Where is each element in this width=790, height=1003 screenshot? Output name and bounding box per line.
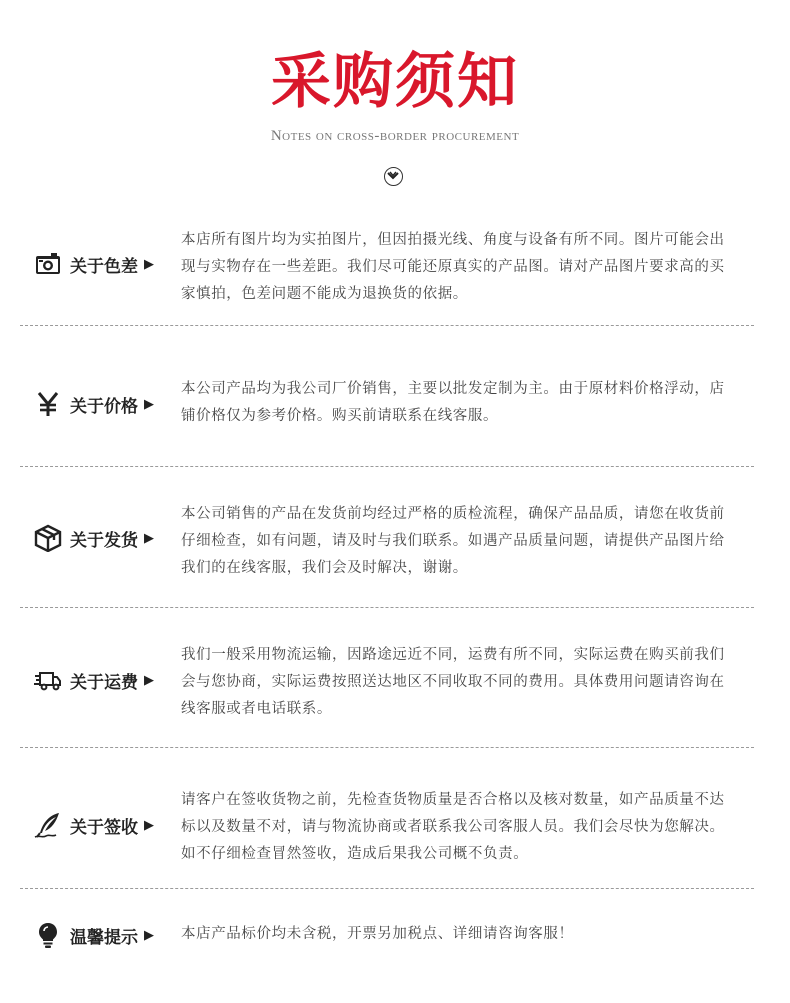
page-subtitle: Notes on cross-border procurement bbox=[270, 128, 520, 144]
section-label: 关于色差 ▶ bbox=[34, 250, 154, 278]
page-title: 采购须知 bbox=[271, 47, 519, 117]
lightbulb-icon bbox=[34, 921, 62, 949]
arrow-right-icon: ▶ bbox=[144, 817, 154, 833]
package-icon bbox=[34, 524, 62, 552]
chevron-down-icon bbox=[384, 167, 403, 186]
truck-icon bbox=[34, 666, 62, 694]
section-text: 本公司产品均为我公司厂价销售，主要以批发定制为主。由于原材料价格浮动，店铺价格仅为参考价格。购买前请联系在线客服。 bbox=[181, 381, 725, 424]
arrow-right-icon: ▶ bbox=[144, 530, 154, 546]
arrow-right-icon: ▶ bbox=[144, 672, 154, 688]
arrow-right-icon: ▶ bbox=[144, 927, 154, 943]
quill-pen-icon bbox=[34, 811, 62, 839]
divider bbox=[20, 607, 754, 608]
divider bbox=[20, 325, 754, 326]
section-label: 温馨提示 ▶ bbox=[34, 921, 154, 949]
section-text: 本公司销售的产品在发货前均经过严格的质检流程，确保产品品质，请您在收货前仔细检查，如有问题，请及时与我们联系。如遇产品质量问题，请提供产品图片给我们的在线客服，我们会及时解决，谢谢。 bbox=[181, 506, 725, 576]
section-label: 关于价格 ▶ bbox=[34, 390, 154, 418]
section-text: 本店产品标价均未含税，开票另加税点、详细请咨询客服！ bbox=[181, 926, 574, 942]
section-text: 我们一般采用物流运输，因路途远近不同，运费有所不同，实际运费在购买前我们会与您协商，实际运费按照送达地区不同收取不同的费用。具体费用问题请咨询在线客服或者电话联系。 bbox=[181, 647, 725, 717]
divider bbox=[20, 888, 754, 889]
arrow-right-icon: ▶ bbox=[144, 256, 154, 272]
section-text: 本店所有图片均为实拍图片，但因拍摄光线、角度与设备有所不同。图片可能会出现与实物存在一些差距。我们尽可能还原真实的产品图。请对产品图片要求高的买家慎拍，色差问题不能成为退换货的依据。 bbox=[181, 232, 725, 302]
section-label: 关于发货 ▶ bbox=[34, 524, 154, 552]
camera-icon bbox=[34, 250, 62, 278]
arrow-right-icon: ▶ bbox=[144, 396, 154, 412]
yen-icon bbox=[34, 390, 62, 418]
section-label: 关于签收 ▶ bbox=[34, 811, 154, 839]
header bbox=[0, 0, 790, 200]
section-label: 关于运费 ▶ bbox=[34, 666, 154, 694]
section-text: 请客户在签收货物之前，先检查货物质量是否合格以及核对数量，如产品质量不达标以及数量不对，请与物流协商或者联系我公司客服人员。我们会尽快为您解决。如不仔细检查冒然签收，造成后果我公司概不负责。 bbox=[181, 792, 725, 862]
divider bbox=[20, 747, 754, 748]
divider bbox=[20, 466, 754, 467]
